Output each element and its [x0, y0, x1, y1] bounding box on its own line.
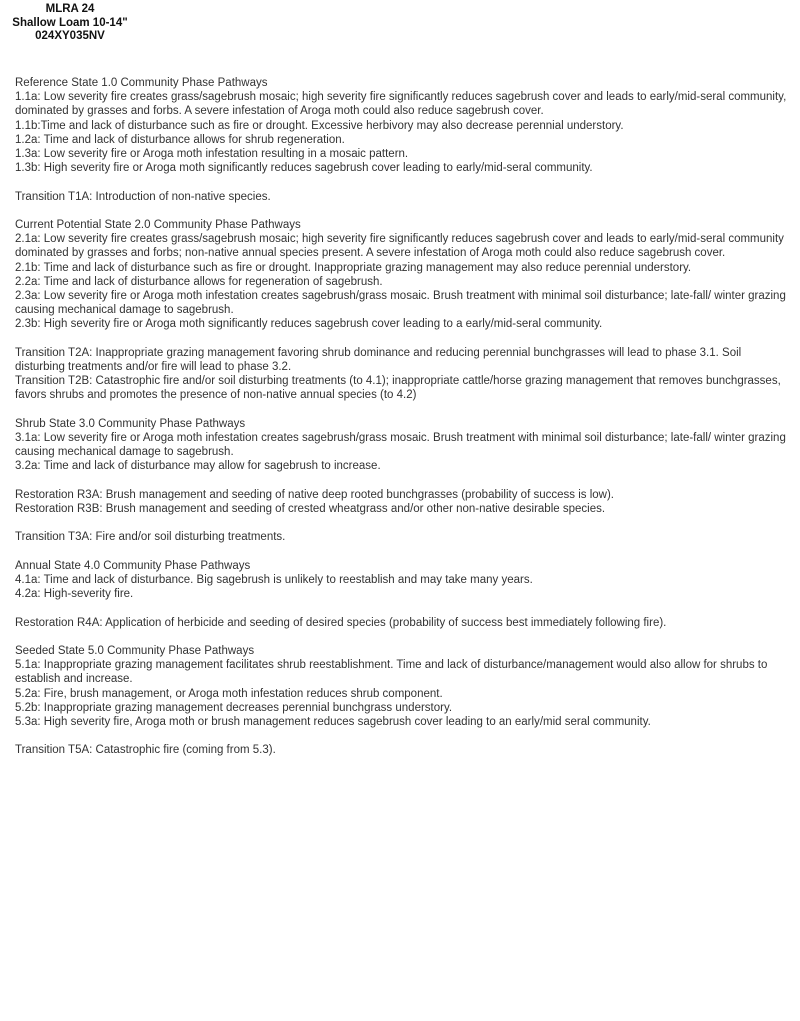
pathway-line: 2.3a: Low severity fire or Aroga moth infestation creates sagebrush/grass mosaic. Brush treatment with minimal soil disturbance; late-fall/ winter grazing causing mechanical damage to sagebrush. [15, 290, 786, 317]
reference-state-block [15, 76, 787, 175]
pathway-line: 2.1b: Time and lack of disturbance such as fire or drought. Inappropriate grazing management may also reduce perennial understory. [15, 261, 692, 274]
transition-line: Transition T2A: Inappropriate grazing management favoring shrub dominance and reducing perennial bunchgrasses will lead to phase 3.1. Soil disturbing treatments and/or fire will lead to phase 3.2. [15, 346, 742, 374]
transition-line: Transition T3A: Fire and/or soil disturbing treatments. [15, 531, 286, 544]
pathway-line: 2.2a: Time and lack of disturbance allows for regeneration of sagebrush. [15, 275, 383, 288]
pathway-line: 3.2a: Time and lack of disturbance may allow for sagebrush to increase. [15, 460, 381, 473]
transition-line: Transition T1A: Introduction of non-native species. [15, 190, 271, 203]
current-potential-state-block [15, 218, 787, 332]
transition-t3a-block [15, 530, 787, 544]
pathway-line: 5.2a: Fire, brush management, or Aroga moth infestation reduces shrub component. [15, 687, 443, 700]
site-id: 024XY035NV [35, 30, 105, 42]
pathway-line: 5.3a: High severity fire, Aroga moth or brush management reduces sagebrush cover leading to an early/mid seral community. [15, 716, 651, 728]
pathway-line: 1.1a: Low severity fire creates grass/sagebrush mosaic; high severity fire significantly reduces sagebrush cover and leads to early/mid-seral community, dominated by grasses and forbs. A severe infestation of Aroga moth could also reduce sagebrush cover. [15, 91, 787, 118]
transition-line: Transition T5A: Catastrophic fire (coming from 5.3). [15, 744, 276, 757]
pathway-line: 1.3a: Low severity fire or Aroga moth infestation resulting in a mosaic pattern. [15, 148, 409, 161]
mlra-label: MLRA 24 [45, 3, 95, 15]
restoration-r3-block [15, 488, 787, 516]
transition-t2-block [15, 346, 787, 403]
annual-state-block [15, 559, 787, 602]
pathway-line: 3.1a: Low severity fire or Aroga moth infestation creates sagebrush/grass mosaic. Brush treatment with minimal soil disturbance; late-fall/ winter grazing causing mechanical damage to sagebrush. [15, 432, 786, 459]
restoration-line: Restoration R3A: Brush management and seeding of native deep rooted bunchgrasses (probability of success is low). [15, 488, 614, 501]
pathway-line: 1.3b: High severity fire or Aroga moth significantly reduces sagebrush cover leading to early/mid-seral community. [15, 162, 593, 175]
pathway-line: 2.1a: Low severity fire creates grass/sagebrush mosaic; high severity fire significantly reduces sagebrush cover and leads to early/mid-seral community dominated by grasses and forbs; non-native annual species present. A severe infestation of Aroga moth could also reduce sagebrush cover. [15, 233, 784, 260]
pathway-line: 4.2a: High-severity fire. [15, 588, 134, 601]
section-heading: Annual State 4.0 Community Phase Pathways [15, 559, 251, 572]
section-heading: Shrub State 3.0 Community Phase Pathways [15, 417, 246, 430]
restoration-r4a-block [15, 616, 787, 630]
section-heading: Seeded State 5.0 Community Phase Pathways [15, 644, 255, 657]
seeded-state-block [15, 644, 787, 729]
pathway-line: 5.2b: Inappropriate grazing management decreases perennial bunchgrass understory. [15, 701, 453, 714]
restoration-line: Restoration R3B: Brush management and seeding of crested wheatgrass and/or other non-native desirable species. [15, 503, 606, 516]
section-heading: Current Potential State 2.0 Community Phase Pathways [15, 219, 301, 231]
site-name: Shallow Loam 10-14" [12, 16, 128, 29]
document-header [0, 3, 140, 44]
pathway-line: 2.3b: High severity fire or Aroga moth significantly reduces sagebrush cover leading to a early/mid-seral community. [15, 318, 603, 331]
transition-t1a-block [15, 190, 787, 204]
pathway-line: 4.1a: Time and lack of disturbance. Big sagebrush is unlikely to reestablish and may take many years. [15, 574, 533, 586]
state-transition-narrative [15, 76, 787, 772]
pathway-line: 1.1b:Time and lack of disturbance such as fire or drought. Excessive herbivory may also decrease perennial understory. [15, 119, 624, 132]
shrub-state-block [15, 417, 787, 474]
restoration-line: Restoration R4A: Application of herbicide and seeding of desired species (probability of success best immediately following fire). [15, 616, 667, 629]
pathway-line: 5.1a: Inappropriate grazing management facilitates shrub reestablishment. Time and lack of disturbance/management would also allow for shrubs to establish and increase. [15, 659, 768, 686]
transition-t5a-block [15, 743, 787, 757]
transition-line: Transition T2B: Catastrophic fire and/or soil disturbing treatments (to 4.1); inappropriate cattle/horse grazing management that removes bunchgrasses, favors shrubs and promotes the presence of non-native annual species (to 4.2) [15, 375, 781, 402]
section-heading: Reference State 1.0 Community Phase Pathways [15, 77, 268, 89]
pathway-line: 1.2a: Time and lack of disturbance allows for shrub regeneration. [15, 133, 345, 146]
